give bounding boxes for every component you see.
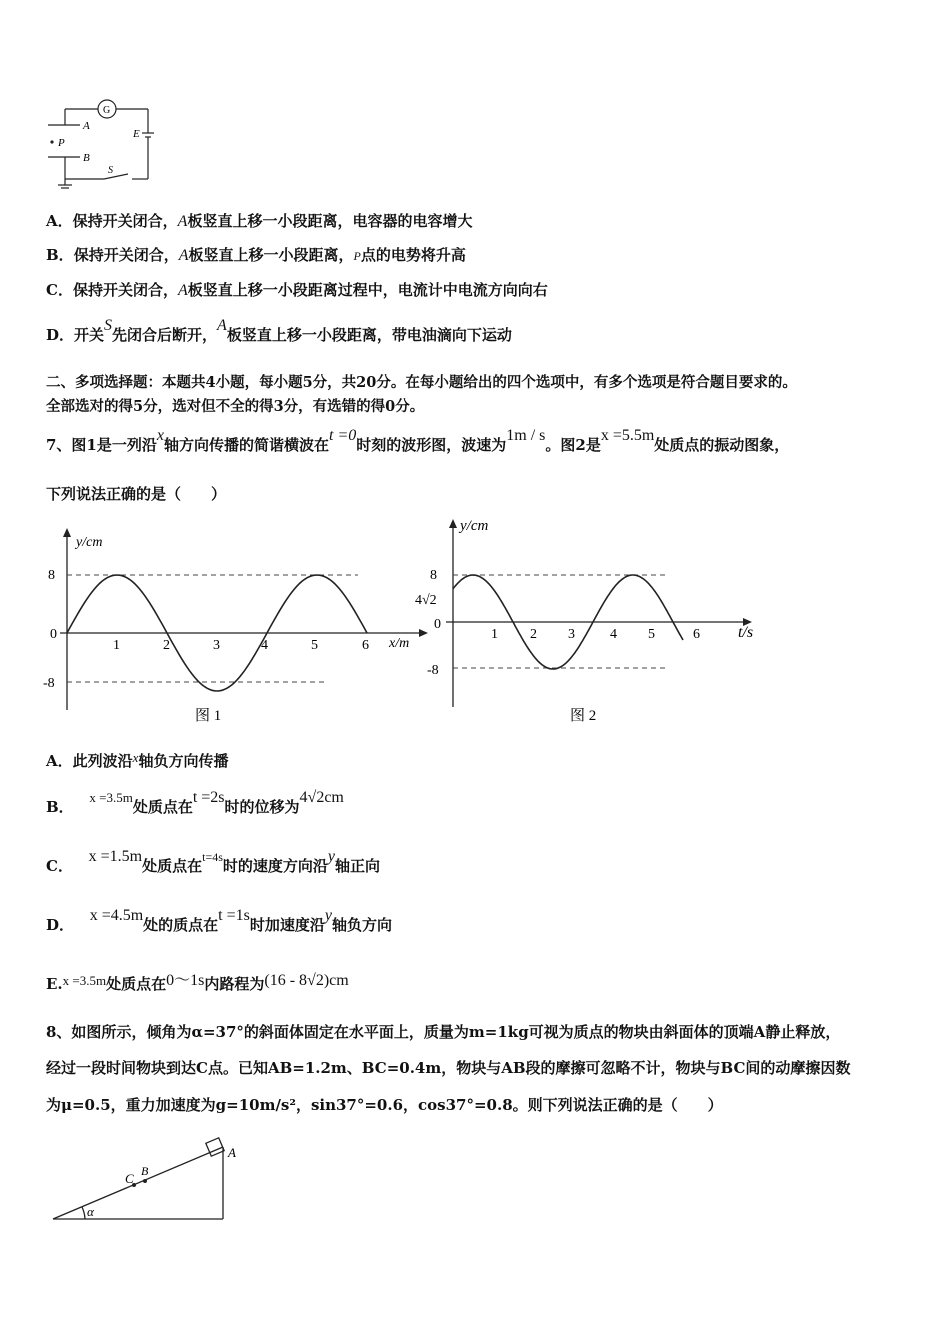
angle-arc	[82, 1207, 85, 1219]
plate-b-label: B	[83, 152, 90, 164]
figure-1-chart	[40, 520, 430, 730]
q7-option-c: C． x =1.5m处质点在$^{t=4s}$时的速度方向沿y轴正向	[46, 848, 381, 875]
fig2-xtick-5: 5	[648, 627, 655, 642]
fig2-ytick-4root2: 4√2	[415, 593, 437, 608]
fig2-xtick-4: 4	[610, 627, 617, 642]
q6-option-a: A．保持开关闭合，A板竖直上移一小段距离，电容器的电容增大	[46, 212, 473, 230]
incline-diagram	[45, 1135, 255, 1230]
label-b: B	[141, 1164, 149, 1178]
fig1-xtick-5: 5	[311, 638, 318, 653]
q7-option-a: A．此列波沿x轴负方向传播	[46, 750, 229, 770]
fig1-ytick-8: 8	[48, 568, 55, 583]
q8-line1: 8、如图所示，倾角为α=37°的斜面体固定在水平面上，质量为m=1kg可视为质点的物块由斜面体的顶端A静止释放，	[46, 1023, 841, 1041]
fig1-ylabel: y/cm	[76, 535, 103, 550]
fig1-xlabel: x/m	[389, 636, 410, 651]
q7-option-e: E.x =3.5m处质点在0～1s内路程为(16 - 8√2)cm	[46, 972, 349, 993]
point-b	[143, 1179, 147, 1183]
fig1-ytick-neg8: -8	[43, 676, 55, 691]
fig1-ytick-0: 0	[50, 627, 57, 642]
fig2-ytick-0: 0	[434, 617, 441, 632]
fig1-xtick-3: 3	[213, 638, 220, 653]
fig1-y-arrow	[63, 528, 71, 537]
fig1-xtick-6: 6	[362, 638, 369, 653]
incline-slope	[53, 1147, 223, 1219]
q7-option-b: B． x =3.5m处质点在t =2s时的位移为4√2cm	[46, 789, 344, 816]
plate-a-label: A	[83, 120, 90, 132]
battery-e-label: E	[133, 128, 140, 140]
fig2-xtick-2: 2	[530, 627, 537, 642]
fig2-xtick-1: 1	[491, 627, 498, 642]
q7-option-d: D． x =4.5m处的质点在t =1s时加速度沿y轴负方向	[46, 907, 393, 934]
fig1-xtick-4: 4	[261, 638, 268, 653]
fig2-caption: 图 2	[570, 708, 597, 724]
point-p-label: P	[58, 137, 65, 149]
q7-question: 下列说法正确的是（ ）	[46, 485, 227, 503]
fig2-xtick-6: 6	[693, 627, 700, 642]
galvanometer-label: G	[103, 105, 111, 116]
figure-2-chart	[410, 512, 770, 732]
q8-line3: 为μ=0.5，重力加速度为g=10m/s²，sin37°=0.6，cos37°=0.8。则下列说法正确的是（ ）	[46, 1096, 723, 1114]
section2-line1: 二、多项选择题：本题共4小题，每小题5分，共20分。在每小题给出的四个选项中，有多个选项是符合题目要求的。	[46, 374, 797, 391]
q6-option-d: D．开关S先闭合后断开，A板竖直上移一小段距离，带电油滴向下运动	[46, 317, 512, 344]
fig1-xtick-2: 2	[163, 638, 170, 653]
label-alpha: α	[87, 1204, 94, 1219]
label-a: A	[228, 1145, 236, 1160]
label-c: C	[125, 1171, 134, 1186]
q6-option-b: B．保持开关闭合，A板竖直上移一小段距离，P点的电势将升高	[46, 246, 466, 264]
fig2-y-arrow	[449, 519, 457, 528]
fig1-caption: 图 1	[195, 708, 222, 724]
fig2-ytick-8: 8	[430, 568, 437, 583]
fig2-ytick-neg8: -8	[427, 663, 439, 678]
q7-stem: 7、图1是一列沿x轴方向传播的简谐横波在t =0时刻的波形图，波速为1m / s。图2是x =5.5m处质点的振动图象，	[46, 427, 790, 454]
q8-line2: 经过一段时间物块到达C点。已知AB=1.2m、BC=0.4m，物块与AB段的摩擦可忽略不计，物块与BC间的动摩擦因数	[46, 1059, 851, 1077]
switch-s-label: S	[108, 165, 113, 176]
fig1-xtick-1: 1	[113, 638, 120, 653]
fig2-xtick-3: 3	[568, 627, 575, 642]
section2-line2: 全部选对的得5分，选对但不全的得3分，有选错的得0分。	[46, 398, 425, 415]
circuit-diagram	[40, 95, 170, 195]
fig2-xlabel: t/s	[738, 624, 754, 641]
q6-option-c: C．保持开关闭合，A板竖直上移一小段距离过程中，电流计中电流方向向右	[46, 281, 548, 299]
fig2-ylabel: y/cm	[460, 518, 489, 534]
